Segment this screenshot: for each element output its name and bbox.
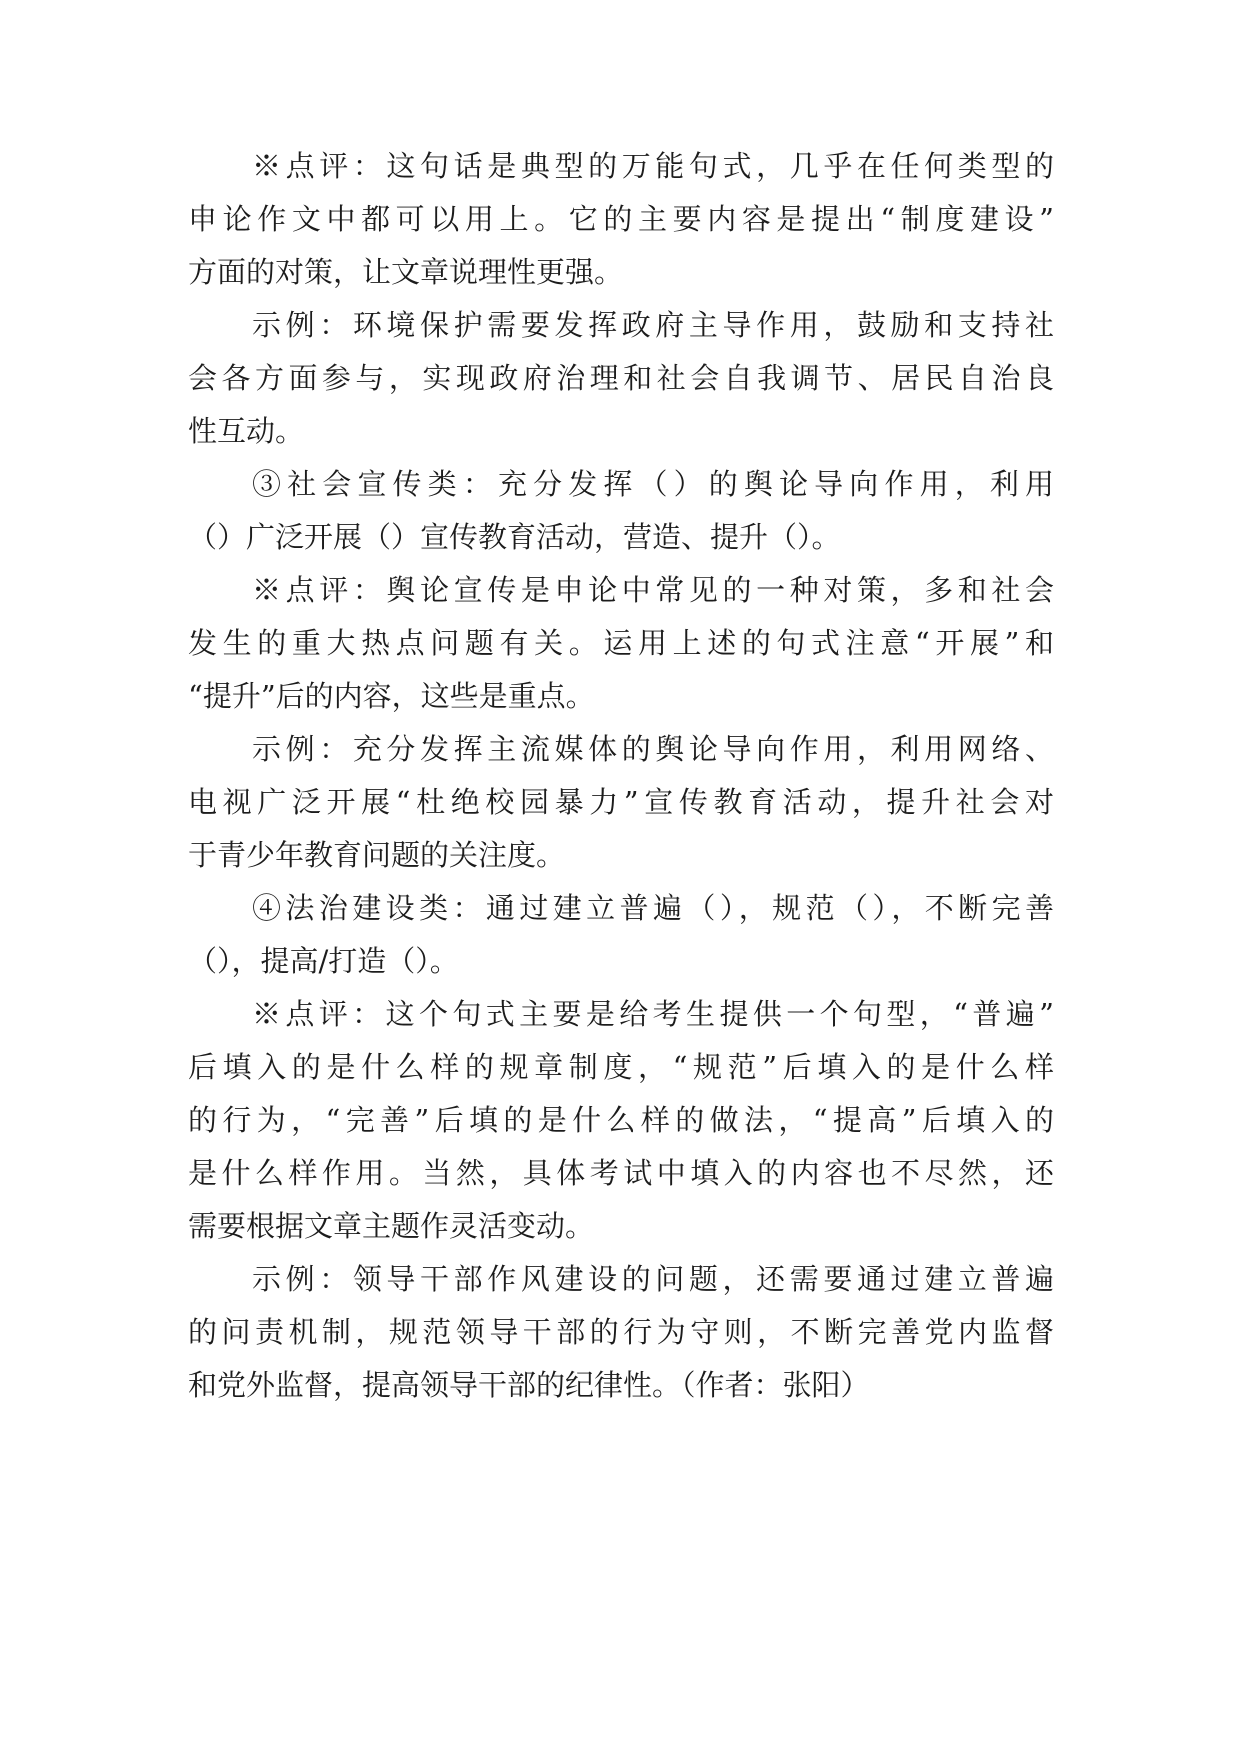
paragraph-line: 电视广泛开展“杜绝校园暴力”宣传教育活动，提升社会对 bbox=[188, 785, 1054, 819]
paragraph-line: 和党外监督，提高领导干部的纪律性。（作者：张阳） bbox=[188, 1368, 870, 1402]
paragraph-line: 方面的对策，让文章说理性更强。 bbox=[188, 255, 624, 289]
paragraph-line: （），提高/打造（）。 bbox=[188, 944, 459, 978]
paragraph-line: 需要根据文章主题作灵活变动。 bbox=[188, 1209, 595, 1243]
paragraph-line: 于青少年教育问题的关注度。 bbox=[188, 838, 566, 872]
paragraph-line: 示例：环境保护需要发挥政府主导作用，鼓励和支持社 bbox=[252, 308, 1054, 342]
paragraph-line: ④法治建设类：通过建立普遍（），规范（），不断完善 bbox=[252, 891, 1054, 925]
paragraph-line: 会各方面参与，实现政府治理和社会自我调节、居民自治良 bbox=[188, 361, 1054, 395]
paragraph-line: ※点评：这句话是典型的万能句式，几乎在任何类型的 bbox=[252, 149, 1054, 183]
paragraph-line: 示例：领导干部作风建设的问题，还需要通过建立普遍 bbox=[252, 1262, 1054, 1296]
paragraph-line: 申论作文中都可以用上。它的主要内容是提出“制度建设” bbox=[188, 202, 1054, 236]
paragraph-line: 发生的重大热点问题有关。运用上述的句式注意“开展”和 bbox=[188, 626, 1054, 660]
paragraph-line: ③社会宣传类：充分发挥（）的舆论导向作用，利用 bbox=[252, 467, 1054, 501]
paragraph-line: 的问责机制，规范领导干部的行为守则，不断完善党内监督 bbox=[188, 1315, 1054, 1349]
paragraph-line: 性互动。 bbox=[188, 414, 305, 448]
paragraph-line: “提升”后的内容，这些是重点。 bbox=[188, 679, 595, 713]
paragraph-line: ※点评：这个句式主要是给考生提供一个句型，“普遍” bbox=[252, 997, 1054, 1031]
paragraph-line: ※点评：舆论宣传是申论中常见的一种对策，多和社会 bbox=[252, 573, 1054, 607]
paragraph-line: （）广泛开展（）宣传教育活动，营造、提升（）。 bbox=[188, 520, 841, 554]
paragraph-line: 后填入的是什么样的规章制度，“规范”后填入的是什么样 bbox=[188, 1050, 1054, 1084]
paragraph-line: 是什么样作用。当然，具体考试中填入的内容也不尽然，还 bbox=[188, 1156, 1054, 1190]
paragraph-line: 的行为，“完善”后填的是什么样的做法，“提高”后填入的 bbox=[188, 1103, 1054, 1137]
paragraph-line: 示例：充分发挥主流媒体的舆论导向作用，利用网络、 bbox=[252, 732, 1054, 766]
